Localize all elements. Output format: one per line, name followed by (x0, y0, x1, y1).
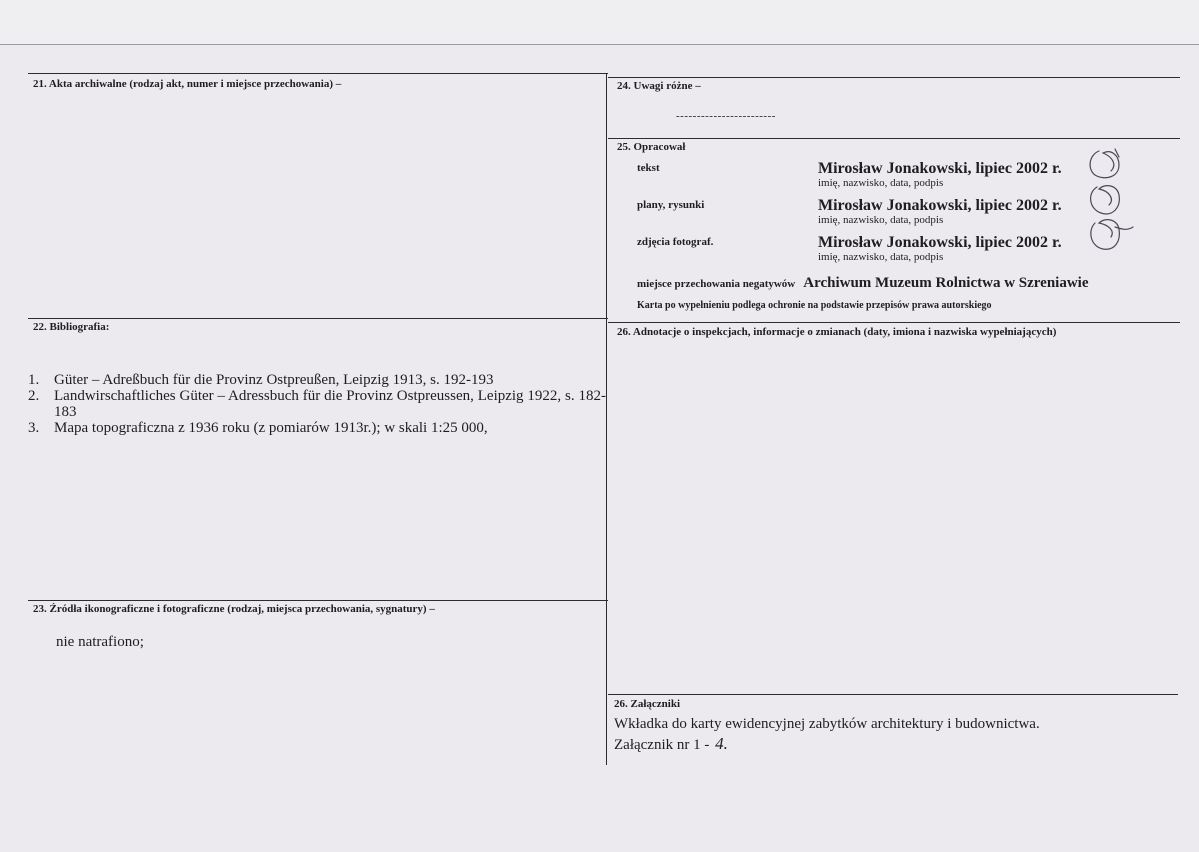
top-margin-band (0, 0, 1199, 45)
rule-22-23 (28, 600, 608, 601)
author-name: Mirosław Jonakowski, lipiec 2002 r. (818, 234, 1062, 251)
negatives-label: miejsce przechowania negatywów (637, 278, 796, 290)
attachments-line2 (614, 736, 728, 753)
attachments-heading: 26. Załączniki (614, 698, 681, 710)
remarks-value: ------------------------ (676, 110, 776, 122)
bibliography-list (28, 372, 606, 436)
attachments-line1: Wkładka do karty ewidencyjnej zabytków architektury i budownictwa. (614, 716, 1040, 732)
bibliography-item (28, 372, 606, 388)
bibliography-item (28, 420, 606, 436)
handwritten-signatures (1085, 147, 1135, 253)
annotations-heading: 26. Adnotacje o inspekcjach, informacje o zmianach (daty, imiona i nazwiska wypełniających) (617, 326, 1057, 338)
bibliography-heading: 22. Bibliografia: (33, 321, 110, 333)
rule-top-left (28, 73, 608, 74)
negatives-location (637, 274, 1089, 292)
row-label-photos: zdjęcia fotograf. (637, 236, 714, 248)
attachments-handwritten-count: 4. (715, 734, 728, 753)
item-text: Landwirschaftliches Güter – Adressbuch für die Provinz Ostpreussen, Leipzig 1922, s. 182-183 (54, 388, 606, 420)
author-name: Mirosław Jonakowski, lipiec 2002 r. (818, 160, 1062, 177)
bibliography-item (28, 388, 606, 420)
rule-26-zal (608, 694, 1178, 695)
author-caption: imię, nazwisko, data, podpis (818, 251, 944, 263)
sources-value: nie natrafiono; (56, 634, 144, 650)
rule-21-22 (28, 318, 608, 319)
attachments-prefix: Załącznik nr 1 - (614, 737, 714, 753)
copyright-note: Karta po wypełnieniu podlega ochronie na podstawie przepisów prawa autorskiego (637, 300, 992, 311)
item-number: 1. (28, 372, 40, 388)
rule-top-right (608, 77, 1180, 78)
negatives-value: Archiwum Muzeum Rolnictwa w Szreniawie (803, 275, 1089, 291)
row-label-text: tekst (637, 162, 660, 174)
sources-heading: 23. Źródła ikonograficzne i fotograficzne (rodzaj, miejsca przechowania, sygnatury) – (33, 603, 435, 615)
rule-25-26 (608, 322, 1180, 323)
item-number: 3. (28, 420, 40, 436)
remarks-heading: 24. Uwagi różne – (617, 80, 701, 92)
item-number: 2. (28, 388, 40, 404)
item-text: Mapa topograficzna z 1936 roku (z pomiarów 1913r.); w skali 1:25 000, (54, 420, 488, 436)
item-text: Güter – Adreßbuch für die Provinz Ostpreußen, Leipzig 1913, s. 192-193 (54, 372, 494, 388)
author-caption: imię, nazwisko, data, podpis (818, 177, 944, 189)
column-divider (606, 73, 607, 765)
rule-24-25 (608, 138, 1180, 139)
author-name: Mirosław Jonakowski, lipiec 2002 r. (818, 197, 1062, 214)
akta-heading: 21. Akta archiwalne (rodzaj akt, numer i miejsce przechowania) – (33, 78, 342, 90)
author-caption: imię, nazwisko, data, podpis (818, 214, 944, 226)
row-label-plans: plany, rysunki (637, 199, 705, 211)
prepared-by-heading: 25. Opracował (617, 141, 686, 153)
